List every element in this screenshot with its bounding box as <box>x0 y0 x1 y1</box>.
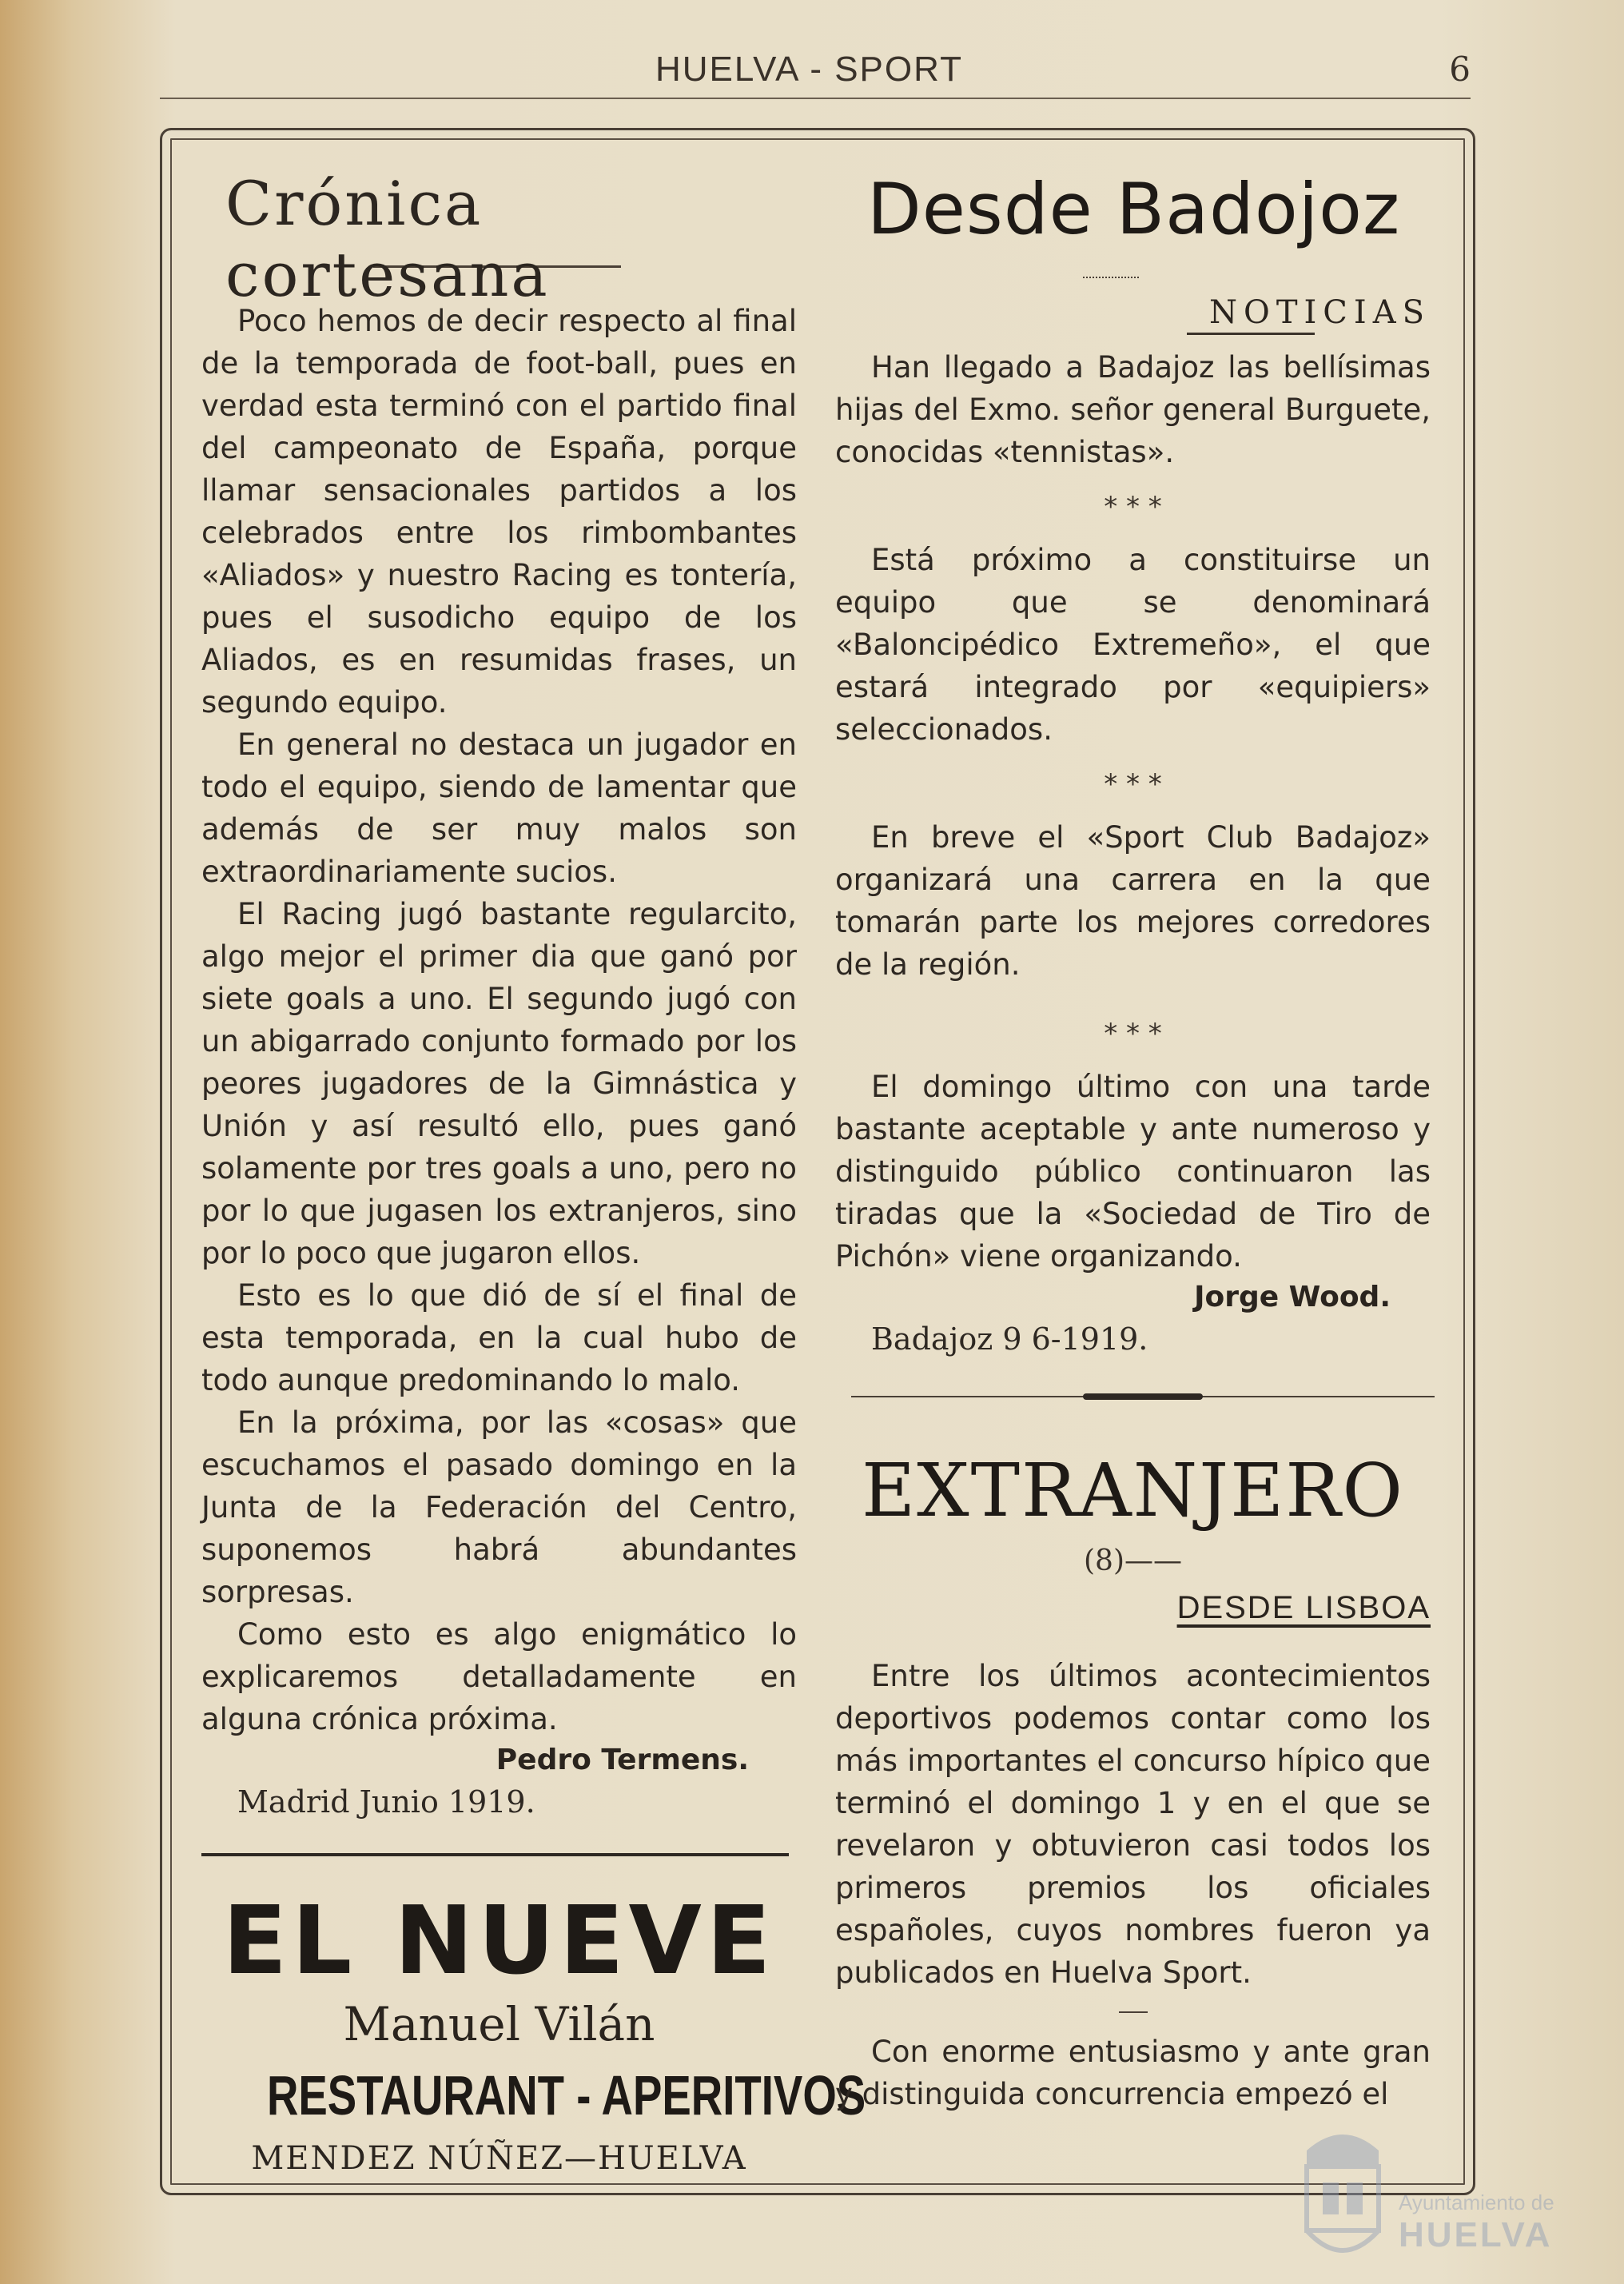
section-rule <box>201 1853 789 1856</box>
author-signature: Jorge Wood. <box>1194 1281 1391 1313</box>
asterism-divider: * * * <box>1104 768 1162 800</box>
paragraph: En la próxima, por las «cosas» que escuchamos el pasado domingo en la Junta de la Federación del Centro, suponemos habrá abundantes sorpresas. <box>201 1405 797 1609</box>
right-column <box>835 168 1431 2115</box>
article-title-extranjero: EXTRANJERO <box>862 1448 1404 1533</box>
watermark-line1: Ayuntamiento de <box>1399 2190 1554 2214</box>
dateline: Badajoz 9 6-1919. <box>871 1321 1148 1357</box>
article-title-badajoz: Desde Badojoz <box>867 168 1401 250</box>
title-ornament <box>1083 277 1139 280</box>
asterism-divider: * * * <box>1104 491 1162 523</box>
article-title-cronica: Crónica cortesana <box>225 168 550 310</box>
paragraph: Con enorme entusiasmo y ante gran y distinguida concurrencia empezó el <box>835 2035 1431 2111</box>
subheading-desde-lisboa: DESDE LISBOA <box>1176 1590 1431 1625</box>
ad-owner: Manuel Vilán <box>343 1997 655 2051</box>
coat-of-arms-icon <box>1295 2119 1391 2270</box>
paragraph: En general no destaca un jugador en todo el equipo, siendo de lamentar que además de ser muy malos son extraordinariamente sucios. <box>201 727 797 889</box>
dateline: Madrid Junio 1919. <box>237 1784 535 1820</box>
news-item: Está próximo a constituirse un equipo que se denominará «Baloncipédico Extremeño», el que estará integrado por «equipiers» seleccionados. <box>835 543 1431 747</box>
paragraph: Entre los últimos acontecimientos deportivos podemos contar como los más importantes el concurso hípico que terminó el domingo 1 y en el que se revelaron y obtuvieron casi todos los primeros premios los oficiales españoles, cuyos nombres fueron ya publicados en Huelva Sport. <box>835 1659 1431 1990</box>
section-marker: (8)—— <box>1084 1545 1182 1577</box>
asterism-divider: * * * <box>1104 1018 1162 1050</box>
watermark-line2: HUELVA <box>1399 2215 1553 2254</box>
news-item: El domingo último con una tarde bastante aceptable y ante numeroso y distinguido público continuaron las tiradas que la «Sociedad de Tiro de Pichón» viene organizando. <box>835 1070 1431 1274</box>
left-column <box>201 168 866 2182</box>
article-body-cronica <box>201 300 797 1740</box>
news-item: En breve el «Sport Club Badajoz» organizará una carrera en la que tomarán parte los mejores corredores de la región. <box>835 820 1431 982</box>
watermark-text <box>1399 2190 1554 2255</box>
news-item: Han llegado a Badajoz las bellísimas hijas del Exmo. señor general Burguete, conocidas «tennistas». <box>835 350 1431 469</box>
paragraph: Poco hemos de decir respecto al final de la temporada de foot-ball, pues en verdad esta terminó con el partido final del campeonato de España, porque llamar sensacionales partidos a los celebrados entre los rimbombantes «Aliados» y nuestro Racing es tontería, pues el susodicho equipo de los Aliados, es en resumidas frases, un segundo equipo. <box>201 304 797 719</box>
ad-business: RESTAURANT - APERITIVOS <box>266 2064 866 2127</box>
page-header <box>160 50 1471 99</box>
paragraph: Esto es lo que dió de sí el final de esta temporada, en la cual hubo de todo aunque predominando lo malo. <box>201 1278 797 1397</box>
ayuntamiento-huelva-watermark <box>1295 2119 1566 2270</box>
advertisement-el-nueve <box>201 1885 866 2182</box>
page-number: 6 <box>1449 50 1471 89</box>
section-label-noticias: NOTICIAS <box>1209 294 1431 331</box>
small-dash <box>1119 2011 1148 2013</box>
ornament-rule <box>851 1393 1435 1400</box>
paragraph: Como esto es algo enigmático lo explicaremos detalladamente en alguna crónica próxima. <box>201 1617 797 1736</box>
publication-title: HUELVA - SPORT <box>655 50 963 89</box>
paragraph: El Racing jugó bastante regularcito, algo mejor el primer dia que ganó por siete goals a uno. El segundo jugó con un abigarrado conjunto formado por los peores jugadores de la Gimnástica y Unión y así resultó ello, pues ganó solamente por tres goals a uno, pero no por lo que jugasen los extranjeros, sino por lo poco que jugaron ellos. <box>201 897 797 1270</box>
ad-title: EL NUEVE <box>222 1885 776 1995</box>
ad-address: MENDEZ NÚÑEZ—HUELVA <box>251 2140 747 2177</box>
author-signature: Pedro Termens. <box>496 1744 749 1776</box>
label-underline <box>1187 333 1315 335</box>
